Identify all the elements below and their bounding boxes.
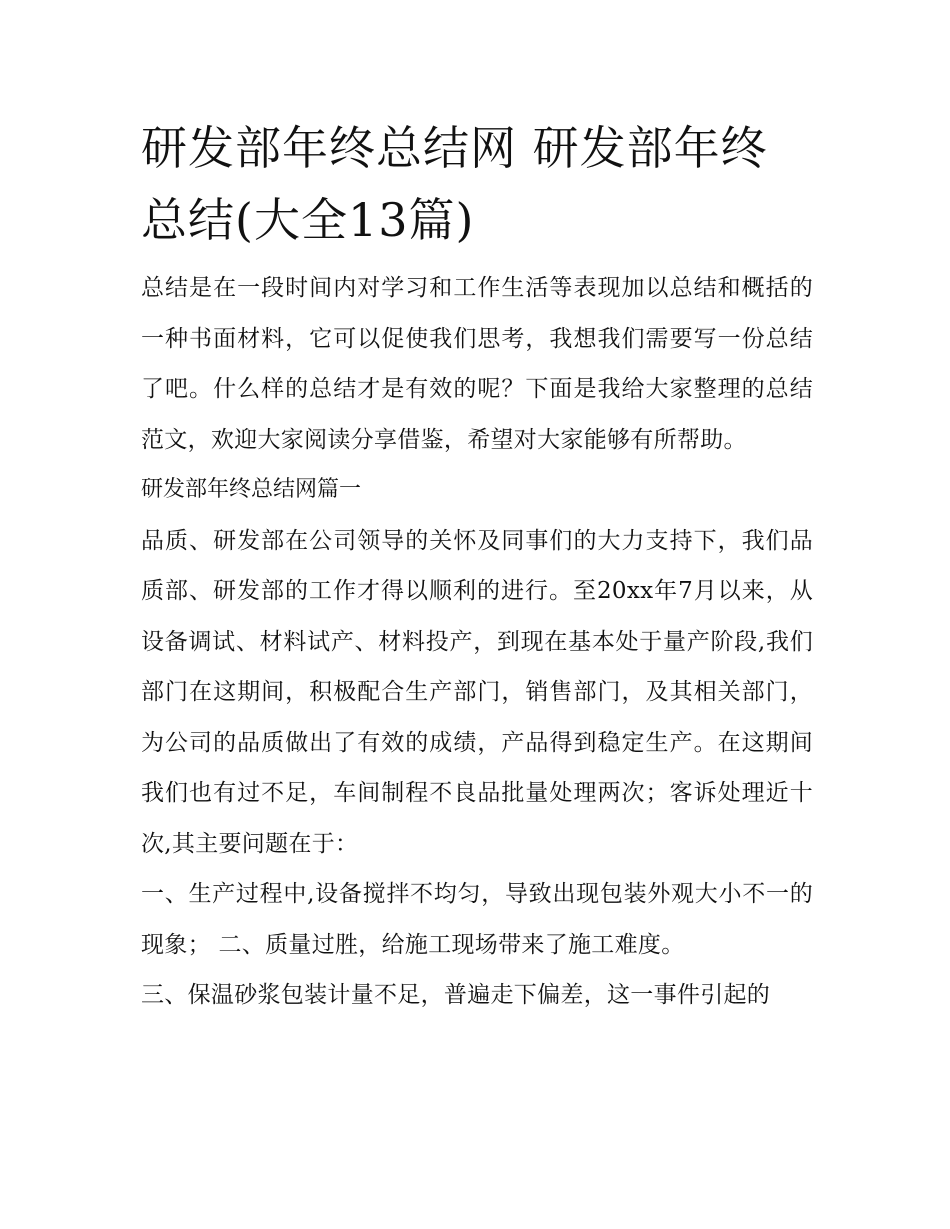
body-paragraph-1: 品质、研发部在公司领导的关怀及同事们的大力支持下，我们品质部、研发部的工作才得以顺利的进行。至20xx年7月以来，从设备调试、材料试产、材料投产，到现在基本处于量产阶段,我们部门在这期间，积极配合生产部门，销售部门，及其相关部门，为公司的品质做出了有效的成绩，产品得到稳定生产。在这期间我们也有过不足，车间制程不良品批量处理两次；客诉处理近十次,其主要问题在于： xyxy=(141,527,813,857)
document-body xyxy=(141,112,813,1021)
document-title: 研发部年终总结网 研发部年终总结(大全13篇) xyxy=(141,121,768,247)
section-heading: 研发部年终总结网篇一 xyxy=(141,477,362,502)
intro-paragraph: 总结是在一段时间内对学习和工作生活等表现加以总结和概括的一种书面材料，它可以促使我们思考，我想我们需要写一份总结了吧。什么样的总结才是有效的呢？下面是我给大家整理的总结范文，欢迎大家阅读分享借鉴，希望对大家能够有所帮助。 xyxy=(141,275,813,453)
body-paragraph-3: 三、保温砂浆包装计量不足，普遍走下偏差，这一事件引起的 xyxy=(141,982,771,1008)
body-paragraph-2: 一、生产过程中,设备搅拌不均匀，导致出现包装外观大小不一的现象； 二、质量过胜，给施工现场带来了施工难度。 xyxy=(141,881,813,958)
